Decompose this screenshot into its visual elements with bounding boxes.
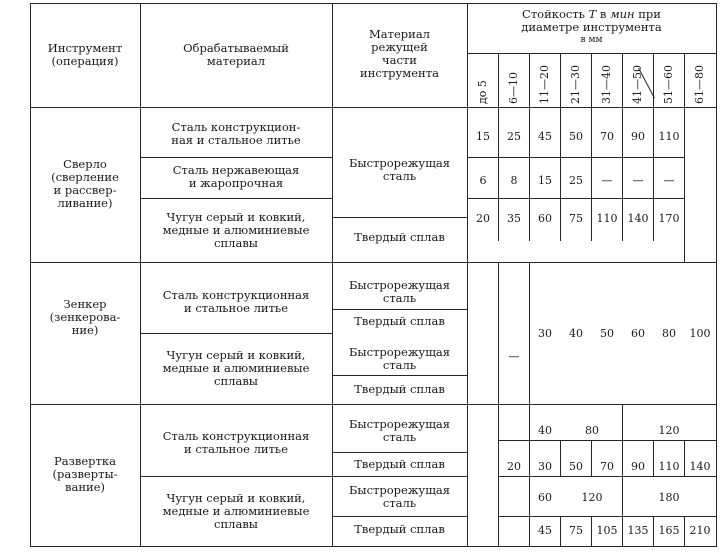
drill-value-vline [684, 107, 685, 262]
ream-value-vline [684, 440, 685, 476]
header-text: Обрабатываемый [183, 41, 289, 55]
cell-text: медные и алюминиевые [162, 223, 310, 237]
header-cutting-material [332, 28, 467, 80]
countersink-material-2 [140, 349, 332, 388]
diam-divider [591, 53, 592, 107]
ream-value-vline [622, 404, 623, 476]
header-instrument [30, 42, 140, 68]
cell-text: Быстрорежущая [348, 156, 450, 170]
value-cell: 60 [631, 327, 645, 340]
ream-value-vline [684, 516, 685, 546]
drill-value-vline [560, 107, 561, 241]
header-text: материал [206, 54, 266, 68]
header-text: диаметре инструмента [521, 20, 662, 34]
header-durability [467, 8, 716, 47]
value-cell: 50 [569, 460, 583, 473]
value-cell: 20 [476, 212, 490, 225]
cell-text: Развертка [54, 454, 116, 468]
value-cell: 30 [538, 327, 552, 340]
header-bottom-border [30, 107, 716, 108]
drill-value-vline [622, 107, 623, 241]
header-text: части [382, 53, 417, 67]
value-cell: 8 [510, 174, 518, 187]
cell-text: Чугун серый и ковкий, [166, 210, 306, 224]
cs-row-divider [140, 333, 332, 334]
header-text: инструмента [360, 66, 439, 80]
cell-text: и стальное литье [184, 442, 288, 456]
cell-text: сталь [382, 358, 417, 372]
diameter-label: до 5 [476, 80, 489, 104]
cell-text: и жаропрочная [188, 176, 284, 190]
cs-cut-hss-2 [332, 346, 467, 372]
value-cell: 90 [631, 460, 645, 473]
ream-value-vline [622, 476, 623, 546]
header-text: Материал [369, 27, 430, 41]
ream-value-vline [529, 404, 530, 546]
value-cell: 110 [658, 460, 680, 473]
value-cell: 40 [569, 327, 583, 340]
cell-text: Чугун серый и ковкий, [166, 491, 306, 505]
diam-divider [498, 53, 499, 107]
value-cell: 25 [569, 174, 583, 187]
diameter-label: 6—10 [507, 72, 520, 104]
drill-cut-hss [332, 157, 467, 183]
cell-text: и стальное литье [184, 301, 288, 315]
col-divider-1 [140, 3, 141, 547]
header-text: при [634, 7, 661, 21]
countersink-section-border [30, 404, 716, 405]
drill-section-border [30, 262, 716, 263]
cs-value-vline [529, 262, 530, 404]
value-cell: 180 [658, 491, 680, 504]
cell-text: Сталь конструкционная [162, 288, 310, 302]
cell-text: Зенкер [63, 297, 107, 311]
value-cell: 140 [627, 212, 649, 225]
drill-value-vline [529, 107, 530, 241]
value-cell: — [508, 350, 520, 363]
cell-text: сталь [382, 496, 417, 510]
cell-text: (разверты- [52, 467, 118, 481]
ream-value-vline [560, 440, 561, 476]
cell-text: медные и алюминиевые [162, 504, 310, 518]
cell-text: Сталь конструкционная [162, 429, 310, 443]
drill-cut-divider [332, 217, 467, 218]
diam-divider [684, 53, 685, 107]
drill-value-vline [653, 107, 654, 241]
countersink-tool [30, 298, 140, 337]
value-cell: 75 [569, 212, 583, 225]
ream-value-vline [560, 516, 561, 546]
cell-text: (зенкерова- [49, 310, 121, 324]
value-cell: 80 [662, 327, 676, 340]
value-cell: 105 [596, 524, 618, 537]
cell-text: (сверление [51, 170, 119, 184]
ream-value-vline [591, 440, 592, 476]
value-cell: 60 [538, 491, 552, 504]
diameter-label: 51—60 [662, 65, 675, 104]
cell-text: Быстрорежущая [348, 417, 450, 431]
value-cell: 20 [507, 460, 521, 473]
value-cell: 170 [658, 212, 680, 225]
value-cell: — [663, 174, 675, 187]
cell-text: вание) [65, 480, 105, 494]
ream-value-vline [591, 516, 592, 546]
diam-divider [529, 53, 530, 107]
reamer-tool [30, 455, 140, 494]
cell-text: Сталь конструкцион- [171, 120, 301, 134]
value-cell: 15 [476, 130, 490, 143]
ream-value-vline [653, 440, 654, 476]
value-cell: — [632, 174, 644, 187]
cell-text: Быстрорежущая [348, 483, 450, 497]
drill-material-2 [140, 164, 332, 190]
diameter-label: 41—50 [631, 65, 644, 104]
ream-cut-hss-2 [332, 484, 467, 510]
ream-value-vline [653, 516, 654, 546]
diameter-label: 11—20 [538, 65, 551, 104]
value-cell: 100 [689, 327, 711, 340]
ream-cut-divider [332, 476, 467, 477]
ream-value-vline [498, 404, 499, 546]
drill-value-vline [591, 107, 592, 241]
value-cell: 210 [689, 524, 711, 537]
drill-material-1 [140, 121, 332, 147]
ream-value-divider [498, 476, 716, 477]
ream-cut-hard-1: Твердый сплав [354, 457, 445, 471]
value-cell: 110 [596, 212, 618, 225]
reamer-material-1 [140, 430, 332, 456]
cs-cut-divider [332, 375, 467, 376]
cell-text: ливание) [57, 196, 113, 210]
ream-cut-divider [332, 516, 467, 517]
col-divider-3 [467, 3, 468, 547]
drill-row-divider [140, 157, 332, 158]
cell-text: сталь [382, 430, 417, 444]
ream-row-divider [140, 476, 332, 477]
value-cell: 30 [538, 460, 552, 473]
ream-cut-divider [332, 452, 467, 453]
cs-cut-hard-1: Твердый сплав [354, 314, 445, 328]
cell-text: сплавы [214, 236, 258, 250]
value-cell: 70 [600, 130, 614, 143]
drill-value-vline [498, 107, 499, 241]
cs-cut-hard-2: Твердый сплав [354, 382, 445, 396]
header-text: Инструмент [47, 41, 123, 55]
cell-text: Быстрорежущая [348, 345, 450, 359]
value-cell: 70 [600, 460, 614, 473]
diameter-label: 61—80 [693, 65, 706, 104]
value-cell: 6 [479, 174, 487, 187]
value-cell: 60 [538, 212, 552, 225]
value-cell: 15 [538, 174, 552, 187]
cell-text: Быстрорежущая [348, 278, 450, 292]
value-cell: 140 [689, 460, 711, 473]
cell-text: Чугун серый и ковкий, [166, 348, 306, 362]
cell-text: и рассвер- [53, 183, 117, 197]
drill-row-divider [140, 198, 332, 199]
diam-divider [653, 53, 654, 107]
value-cell: 50 [600, 327, 614, 340]
value-cell: 165 [658, 524, 680, 537]
countersink-material-1 [140, 289, 332, 315]
cell-text: сплавы [214, 517, 258, 531]
header-text: Стойкость [522, 7, 589, 21]
value-cell: 75 [569, 524, 583, 537]
value-cell: 50 [569, 130, 583, 143]
ream-cut-hard-2: Твердый сплав [354, 522, 445, 536]
table-bottom-border [30, 546, 716, 547]
cell-text: сталь [382, 169, 417, 183]
cell-text: Сверло [63, 157, 107, 171]
header-text: мин [610, 7, 635, 21]
header-text: (операция) [51, 54, 119, 68]
cell-text: сплавы [214, 374, 258, 388]
ream-cut-hss-1 [332, 418, 467, 444]
value-cell: 120 [658, 424, 680, 437]
value-cell: 135 [627, 524, 649, 537]
cell-text: ная и стальное литье [171, 133, 301, 147]
header-text: в мм [580, 35, 603, 45]
cell-text: медные и алюминиевые [162, 361, 310, 375]
diameter-label: 21—30 [569, 65, 582, 104]
table-right-border [716, 3, 717, 547]
value-cell: 40 [538, 424, 552, 437]
value-cell: 90 [631, 130, 645, 143]
reamer-material-2 [140, 492, 332, 531]
value-cell: 120 [581, 491, 603, 504]
cs-cut-hss-1 [332, 279, 467, 305]
cs-value-vline [498, 262, 499, 404]
diameter-label: 31—40 [600, 65, 613, 104]
cell-text: ние) [71, 323, 99, 337]
cell-text: Сталь нержавеющая [172, 163, 300, 177]
diam-divider [622, 53, 623, 107]
value-cell: 110 [658, 130, 680, 143]
value-cell: 45 [538, 524, 552, 537]
drill-material-3 [140, 211, 332, 250]
cell-text: сталь [382, 291, 417, 305]
value-cell: 25 [507, 130, 521, 143]
drill-cut-hard: Твердый сплав [354, 230, 445, 244]
cs-cut-divider [332, 309, 467, 310]
header-material [140, 42, 332, 68]
table-top-border [30, 3, 716, 4]
value-cell: 45 [538, 130, 552, 143]
value-cell: 35 [507, 212, 521, 225]
header-text: T [588, 7, 597, 21]
value-cell: 80 [585, 424, 599, 437]
header-text: в [596, 7, 611, 21]
diam-divider [560, 53, 561, 107]
header-text: режущей [371, 40, 428, 54]
value-cell: — [601, 174, 613, 187]
drill-tool [30, 158, 140, 210]
